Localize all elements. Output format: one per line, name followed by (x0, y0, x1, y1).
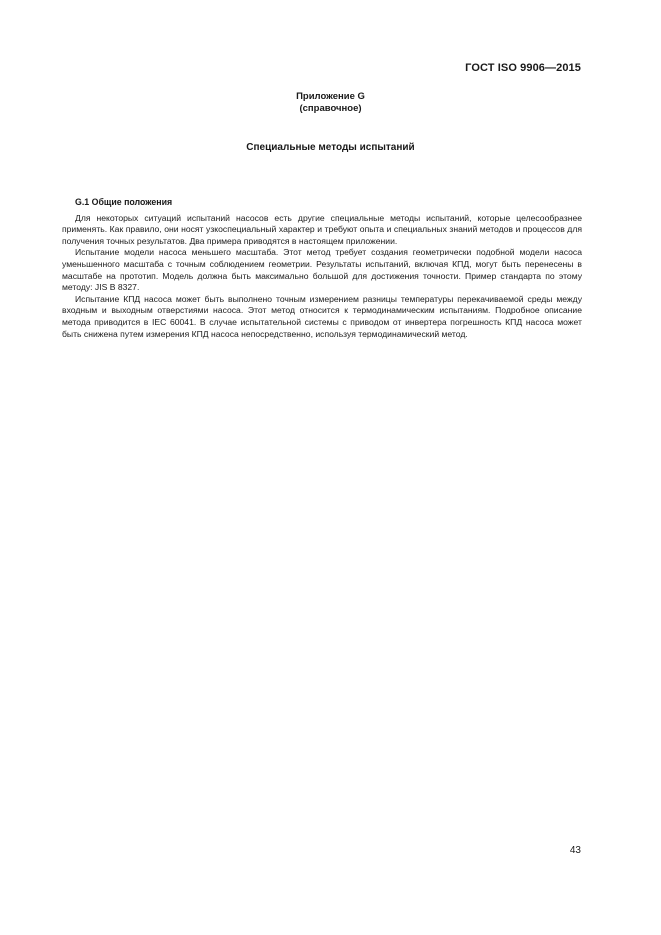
subsection-heading: G.1 Общие положения (75, 197, 173, 207)
document-code: ГОСТ ISO 9906—2015 (465, 62, 581, 74)
annex-status: (справочное) (299, 103, 362, 114)
paragraph: Для некоторых ситуаций испытаний насосов есть другие специальные методы испытаний, которые целесообразнее применять. Как правило, они носят узкоспециальный характер и требуют опыта и специальных знаний методов и процессов для получения точных результатов. Два примера приводятся в настоящем приложении. (62, 212, 582, 246)
annex-title: Приложение G (296, 91, 365, 102)
paragraph: Испытание КПД насоса может быть выполнено точным измерением разницы температуры перекачиваемой среды между входным и выходным отверстиями насоса. Этот метод относится к термодинамическим испытаниям. Подробное описание метода приводится в IEC 60041. В случае испытательной системы с приводом от инвертера погрешность КПД насоса может быть снижена путем измерения КПД насоса непосредственно, используя термодинамический метод. (62, 293, 582, 339)
section-body (62, 197, 582, 340)
paragraph: Испытание модели насоса меньшего масштаба. Этот метод требует создания геометрически подобной модели насоса уменьшенного масштаба с точным соблюдением геометрии. Результаты испытаний, включая КПД, могут быть перенесены в масштабе на прототип. Модель должна быть максимально большой для достижения точности. Пример стандарта по этому методу: JIS B 8327. (62, 247, 582, 293)
page-number: 43 (569, 845, 581, 856)
section-title: Специальные методы испытаний (246, 142, 415, 153)
annex-heading (0, 91, 661, 115)
